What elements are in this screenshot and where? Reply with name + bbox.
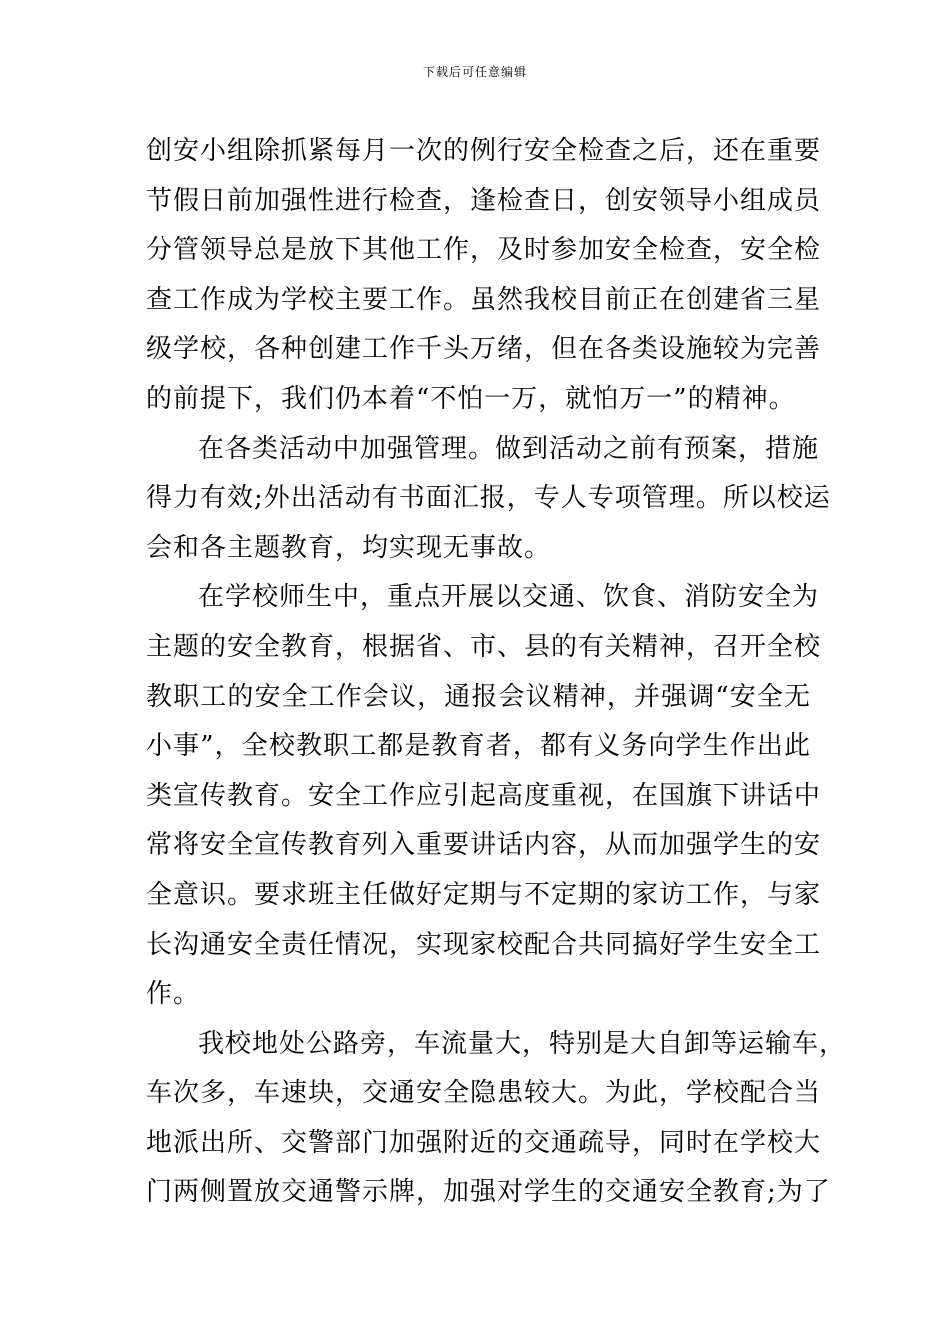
text-line: 在各类活动中加强管理。做到活动之前有预案，措施 xyxy=(198,433,820,464)
text-line: 节假日前加强性进行检查，逢检查日，创安领导小组成员 xyxy=(146,185,822,216)
text-line: 门两侧置放交通警示牌，加强对学生的交通安全教育;为了 xyxy=(146,1177,831,1208)
text-line: 的前提下，我们仍本着“不怕一万，就怕万一”的精神。 xyxy=(146,383,796,414)
text-line: 全意识。要求班主任做好定期与不定期的家访工作，与家 xyxy=(146,879,822,910)
text-line: 得力有效;外出活动有书面汇报，专人专项管理。所以校运 xyxy=(146,483,831,514)
text-line: 查工作成为学校主要工作。虽然我校目前正在创建省三星 xyxy=(146,284,822,315)
text-line: 主题的安全教育，根据省、市、县的有关精神，召开全校 xyxy=(146,631,822,662)
text-line: 级学校，各种创建工作千头万绪，但在各类设施较为完善 xyxy=(146,334,822,365)
text-line: 创安小组除抓紧每月一次的例行安全检查之后，还在重要 xyxy=(146,136,822,166)
text-line: 小事”，全校教职工都是教育者，都有义务向学生作出此 xyxy=(146,731,811,762)
text-line: 长沟通安全责任情况，实现家校配合共同搞好学生安全工 xyxy=(146,929,822,960)
text-line: 常将安全宣传教育列入重要讲话内容，从而加强学生的安 xyxy=(146,830,822,861)
text-line: 车次多，车速块，交通安全隐患较大。为此，学校配合当 xyxy=(146,1078,822,1109)
text-line: 会和各主题教育，均实现无事故。 xyxy=(146,532,552,563)
text-line: 教职工的安全工作会议，通报会议精神，并强调“安全无 xyxy=(146,681,811,712)
text-line: 地派出所、交警部门加强附近的交通疏导，同时在学校大 xyxy=(146,1127,822,1158)
document-body xyxy=(146,127,847,1218)
text-line: 我校地处公路旁，车流量大，特别是大自卸等运输车， xyxy=(198,1028,847,1059)
text-line: 类宣传教育。安全工作应引起高度重视，在国旗下讲话中 xyxy=(146,780,822,811)
page-header: 下载后可任意编辑 xyxy=(422,65,527,79)
text-line: 分管领导总是放下其他工作，及时参加安全检查，安全检 xyxy=(146,235,822,266)
text-line: 在学校师生中，重点开展以交通、饮食、消防安全为 xyxy=(198,582,820,613)
text-line: 作。 xyxy=(146,979,201,1010)
